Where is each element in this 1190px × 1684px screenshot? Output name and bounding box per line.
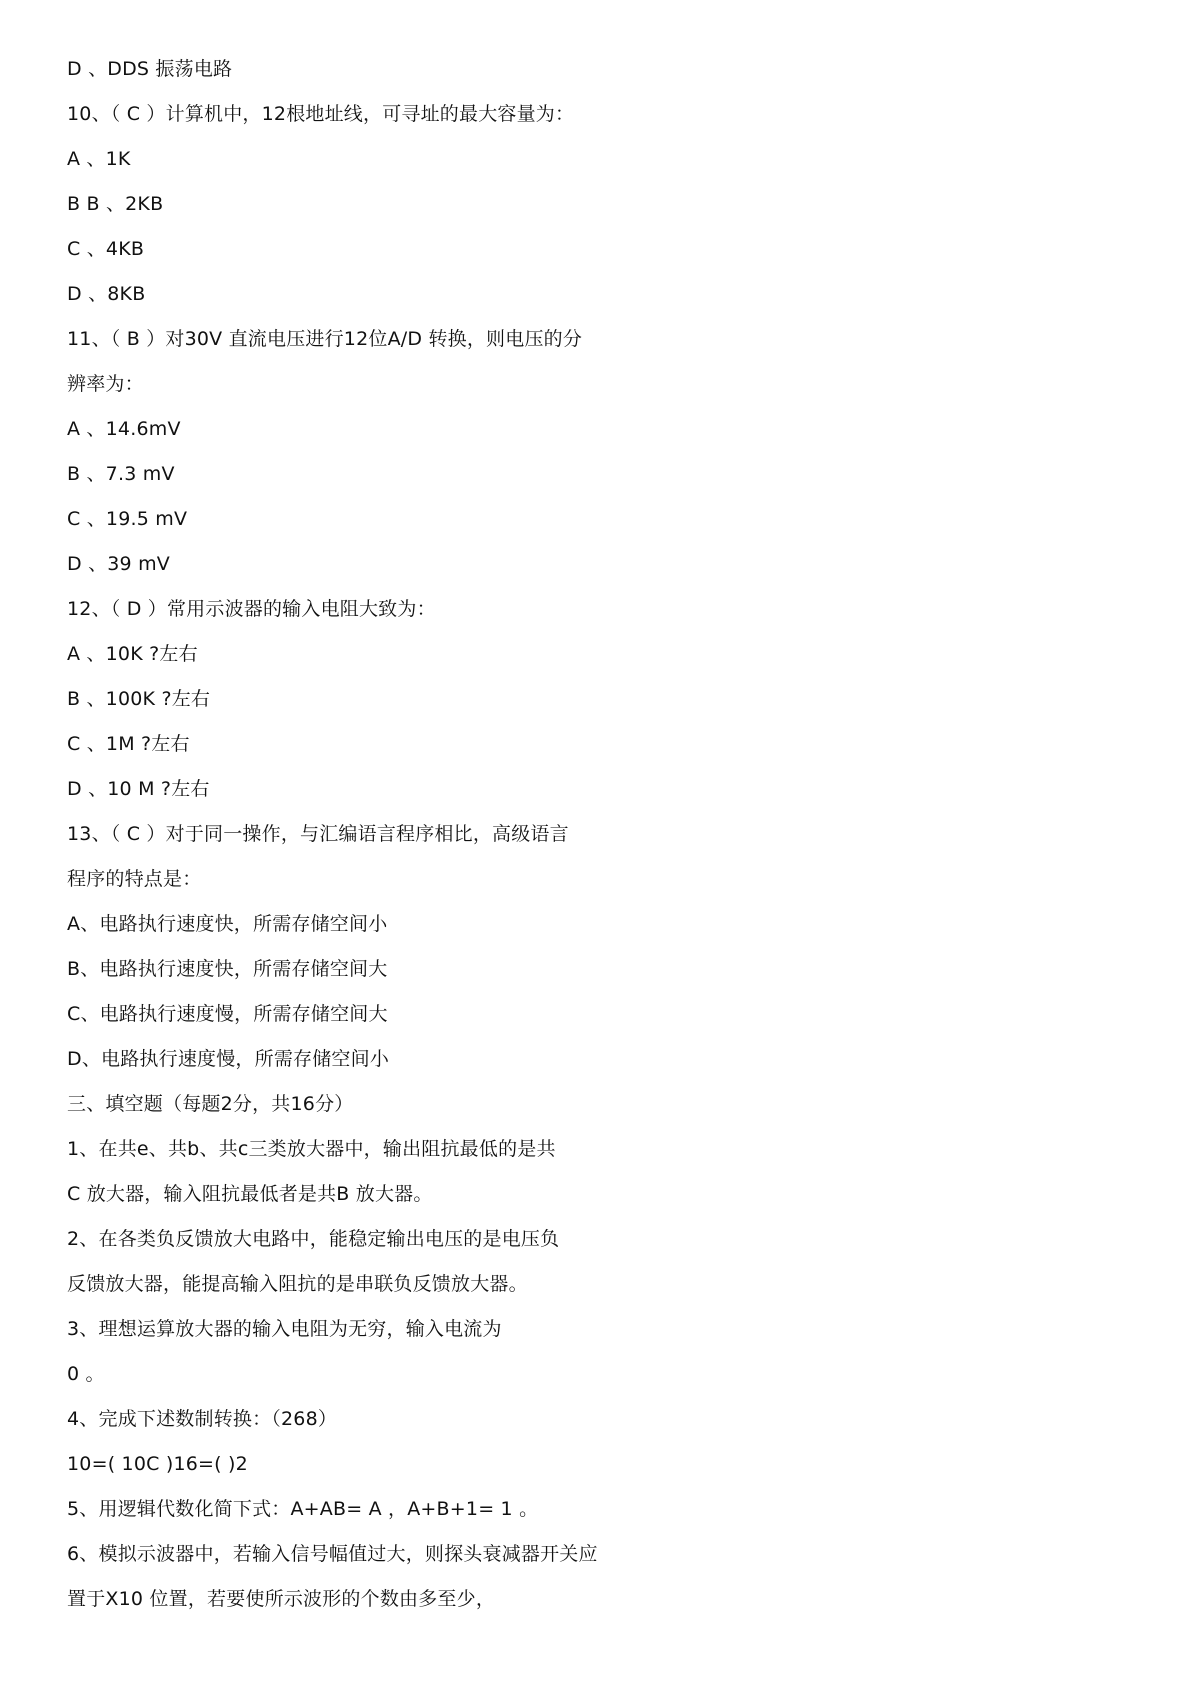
- option-b-q10: B B 、2KB: [67, 193, 164, 215]
- option-d-q9: D 、DDS 振荡电路: [67, 58, 233, 80]
- fill-question-1: 1、在共e、共b、共c三类放大器中，输出阻抗最低的是共: [67, 1138, 556, 1160]
- option-a-q13: A、电路执行速度快，所需存储空间小: [67, 913, 388, 935]
- option-c-q11: C 、19.5 mV: [67, 508, 188, 530]
- option-c-q10: C 、4KB: [67, 238, 145, 260]
- fill-question-4-cont: 10=( 10C )16=( )2: [67, 1453, 248, 1475]
- option-a-q11: A 、14.6mV: [67, 418, 181, 440]
- question-12: 12、（ D ）常用示波器的输入电阻大致为：: [67, 598, 436, 620]
- section-heading-fill-in: 三、填空题（每题2分，共16分）: [67, 1093, 354, 1115]
- fill-question-6: 6、模拟示波器中，若输入信号幅值过大，则探头衰减器开关应: [67, 1543, 598, 1565]
- fill-question-3-cont: 0 。: [67, 1363, 105, 1385]
- fill-question-5: 5、用逻辑代数化简下式：A+AB= A ，A+B+1= 1 。: [67, 1498, 539, 1520]
- question-11-cont: 辨率为：: [67, 373, 144, 395]
- question-10: 10、（ C ）计算机中，12根地址线，可寻址的最大容量为：: [67, 103, 575, 125]
- option-b-q12: B 、100K ?左右: [67, 688, 211, 710]
- question-11: 11、（ B ）对30V 直流电压进行12位A/D 转换，则电压的分: [67, 328, 583, 350]
- option-a-q10: A 、1K: [67, 148, 131, 170]
- fill-question-1-cont: C 放大器，输入阻抗最低者是共B 放大器。: [67, 1183, 433, 1205]
- fill-question-2-cont: 反馈放大器，能提高输入阻抗的是串联负反馈放大器。: [67, 1273, 528, 1295]
- option-d-q11: D 、39 mV: [67, 553, 170, 575]
- option-d-q10: D 、8KB: [67, 283, 146, 305]
- question-13: 13、（ C ）对于同一操作，与汇编语言程序相比，高级语言: [67, 823, 569, 845]
- option-d-q12: D 、10 M ?左右: [67, 778, 210, 800]
- fill-question-4: 4、完成下述数制转换：（268）: [67, 1408, 338, 1430]
- option-a-q12: A 、10K ?左右: [67, 643, 198, 665]
- option-b-q11: B 、7.3 mV: [67, 463, 175, 485]
- fill-question-3: 3、理想运算放大器的输入电阻为无穷，输入电流为: [67, 1318, 502, 1340]
- fill-question-2: 2、在各类负反馈放大电路中，能稳定输出电压的是电压负: [67, 1228, 560, 1250]
- option-d-q13: D、电路执行速度慢，所需存储空间小: [67, 1048, 390, 1070]
- option-c-q12: C 、1M ?左右: [67, 733, 190, 755]
- option-c-q13: C、电路执行速度慢，所需存储空间大: [67, 1003, 388, 1025]
- option-b-q13: B、电路执行速度快，所需存储空间大: [67, 958, 388, 980]
- question-13-cont: 程序的特点是：: [67, 868, 202, 890]
- fill-question-6-cont: 置于X10 位置，若要使所示波形的个数由多至少，: [67, 1588, 496, 1610]
